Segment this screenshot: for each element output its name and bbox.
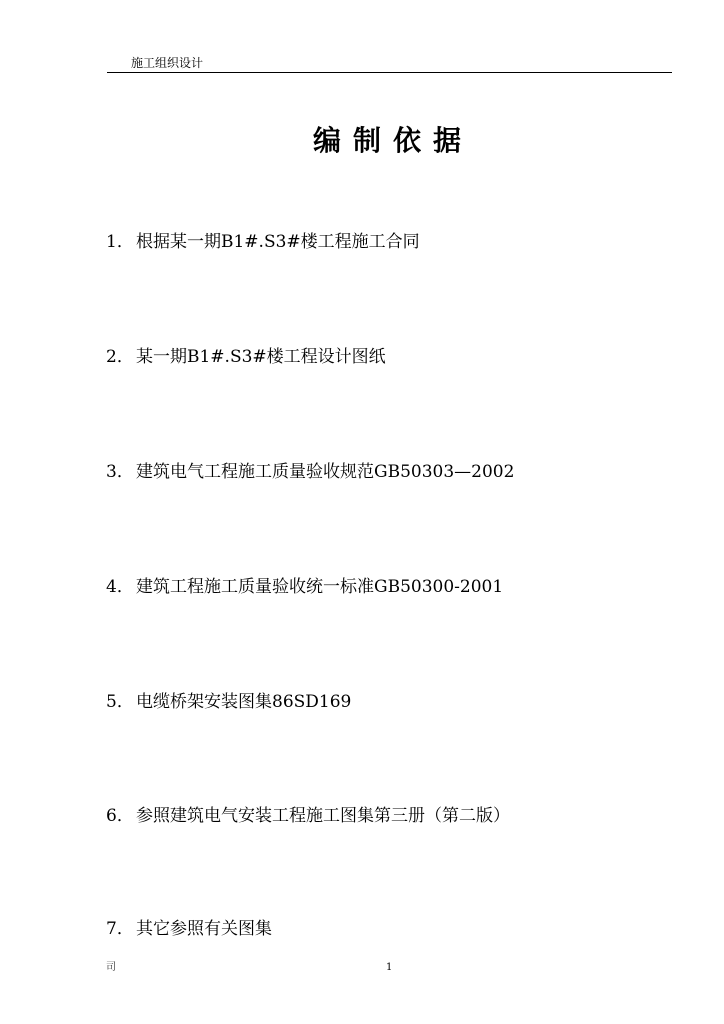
list-item-text: 其它参照有关图集 <box>136 919 272 939</box>
list-item-number: 7． <box>106 919 134 939</box>
list-item <box>106 461 514 483</box>
list-item <box>106 918 272 940</box>
list-item-text: 建筑电气工程施工质量验收规范GB50303—2002 <box>136 462 515 482</box>
list-item-number: 5． <box>106 692 134 712</box>
list-item <box>106 231 420 253</box>
page-title: 编制依据 <box>312 124 473 157</box>
list-item <box>106 346 386 368</box>
list-item-number: 3． <box>106 462 134 482</box>
list-item-number: 6． <box>106 806 134 826</box>
list-item-number: 4． <box>106 577 134 597</box>
list-item <box>106 691 351 713</box>
list-item-text: 建筑工程施工质量验收统一标准GB50300-2001 <box>136 577 504 597</box>
list-item-number: 1． <box>106 232 134 252</box>
list-item-number: 2． <box>106 347 134 367</box>
list-item <box>106 805 510 827</box>
list-item <box>106 576 503 598</box>
header-divider <box>107 72 672 73</box>
footer-text: 司 <box>106 962 116 973</box>
list-item-text: 根据某一期B1#.S3#楼工程施工合同 <box>136 232 420 252</box>
page-number: 1 <box>386 962 393 973</box>
list-item-text: 电缆桥架安装图集86SD169 <box>136 692 352 712</box>
list-item-text: 参照建筑电气安装工程施工图集第三册（第二版） <box>136 806 510 826</box>
list-item-text: 某一期B1#.S3#楼工程设计图纸 <box>136 347 386 367</box>
header-title: 施工组织设计 <box>131 56 204 70</box>
